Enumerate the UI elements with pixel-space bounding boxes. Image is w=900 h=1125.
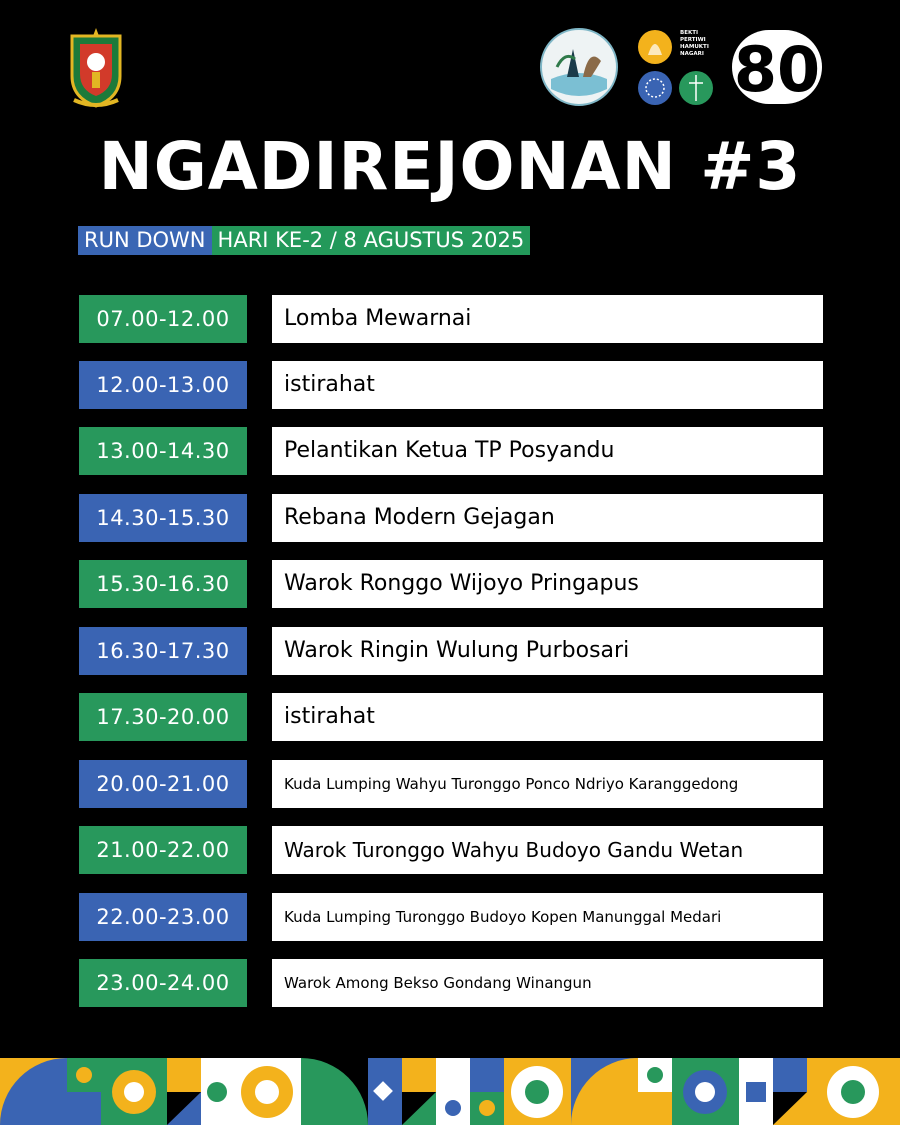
schedule-activity: Kuda Lumping Turonggo Budoyo Kopen Manunggal Medari xyxy=(272,893,823,941)
schedule-time: 23.00-24.00 xyxy=(79,959,247,1007)
schedule-activity: Warok Ronggo Wijoyo Pringapus xyxy=(272,560,823,608)
schedule-row xyxy=(79,361,823,409)
schedule-time: 21.00-22.00 xyxy=(79,826,247,874)
schedule-activity: Pelantikan Ketua TP Posyandu xyxy=(272,427,823,475)
schedule-time: 16.30-17.30 xyxy=(79,627,247,675)
schedule-row xyxy=(79,693,823,741)
anniversary-number: 80 xyxy=(733,33,821,106)
subtitle-banner xyxy=(78,226,530,255)
bekti-pertiwi-text: BEKTI PERTIWI HAMUKTI NAGARI xyxy=(680,30,709,57)
schedule-time: 07.00-12.00 xyxy=(79,295,247,343)
city-logo-icon xyxy=(539,27,619,107)
schedule-time: 17.30-20.00 xyxy=(79,693,247,741)
schedule-time: 13.00-14.30 xyxy=(79,427,247,475)
day-date-label: HARI KE-2 / 8 AGUSTUS 2025 xyxy=(212,226,531,255)
schedule-activity: Kuda Lumping Wahyu Turonggo Ponco Ndriyo Karanggedong xyxy=(272,760,823,808)
schedule-row xyxy=(79,826,823,874)
schedule-time: 15.30-16.30 xyxy=(79,560,247,608)
schedule-row xyxy=(79,959,823,1007)
schedule-row xyxy=(79,560,823,608)
anniversary-80-logo xyxy=(730,28,824,106)
regency-emblem-icon xyxy=(66,26,126,108)
schedule-row xyxy=(79,627,823,675)
schedule-activity: Rebana Modern Gejagan xyxy=(272,494,823,542)
rundown-label: RUN DOWN xyxy=(78,226,212,255)
schedule-row xyxy=(79,427,823,475)
schedule-activity: Warok Ringin Wulung Purbosari xyxy=(272,627,823,675)
schedule-time: 14.30-15.30 xyxy=(79,494,247,542)
schedule-activity: Lomba Mewarnai xyxy=(272,295,823,343)
schedule-activity: Warok Turonggo Wahyu Budoyo Gandu Wetan xyxy=(272,826,823,874)
schedule-row xyxy=(79,893,823,941)
schedule-time: 12.00-13.00 xyxy=(79,361,247,409)
schedule-time: 22.00-23.00 xyxy=(79,893,247,941)
schedule-row xyxy=(79,295,823,343)
schedule-row xyxy=(79,760,823,808)
geometric-pattern-footer xyxy=(0,1058,900,1125)
schedule-row xyxy=(79,494,823,542)
schedule-activity: istirahat xyxy=(272,361,823,409)
schedule-activity: istirahat xyxy=(272,693,823,741)
schedule-time: 20.00-21.00 xyxy=(79,760,247,808)
page-title: NGADIREJONAN #3 xyxy=(98,128,802,205)
schedule-activity: Warok Among Bekso Gondang Winangun xyxy=(272,959,823,1007)
